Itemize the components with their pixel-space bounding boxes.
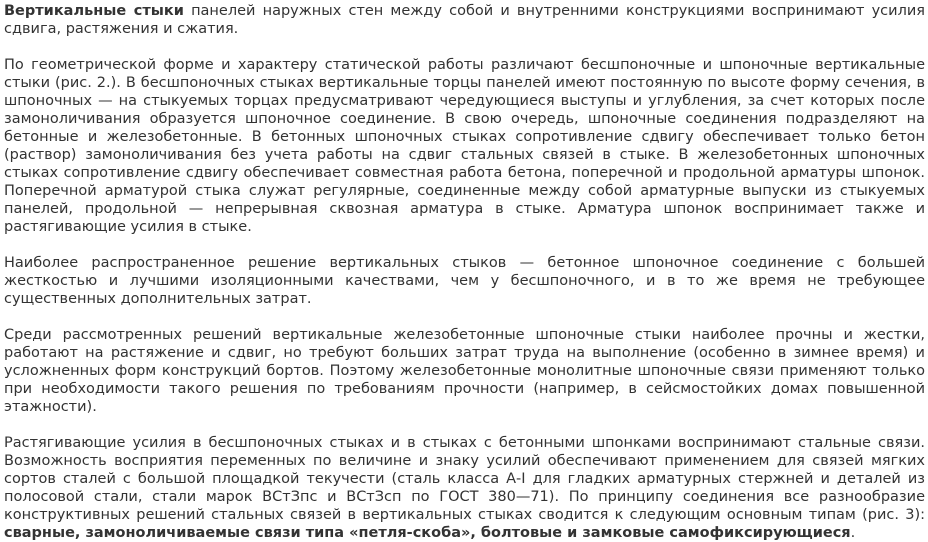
paragraph-3 [4, 254, 925, 308]
paragraph-5 [4, 434, 925, 542]
paragraph-5-bold-tail: сварные, замоноличиваемые связи типа «петля-скоба», болтовые и замковые самофиксирующиеся [4, 525, 851, 541]
paragraph-2-text: По геометрической форме и характеру статической работы различают бесшпоночные и шпоночные вертикальные стыки (рис. 2.). В бесшпоночных стыках вертикальные торцы панелей имеют постоянную по высоте форму сечения, в шпоночных — на стыкуемых торцах предусматривают чередующиеся выступы и углубления, за счет которых после замоноличивания образуется шпоночное соединение. В свою очередь, шпоночные соединения подразделяют на бетонные и железобетонные. В бетонных шпоночных стыках сопротивление сдвигу обеспечивает только бетон (раствор) замоноличивания без учета работы на сдвиг стальных связей в стыке. В железобетонных шпоночных стыках сопротивление сдвигу обеспечивает совместная работа бетона, поперечной и продольной арматуры шпонок. Поперечной арматурой стыка служат регулярные, соединенные между собой арматурные выпуски из стыкуемых панелей, продольной — непрерывная сквозная арматура в стыке. Арматура шпонок воспринимает также и растягивающие усилия в стыке. [4, 57, 925, 235]
paragraph-5-end: . [850, 525, 856, 541]
paragraph-1-text: панелей наружных стен между собой и внутренними конструкциями воспринимают усилия сдвига, растяжения и сжатия. [4, 3, 925, 37]
article-body [4, 2, 925, 542]
paragraph-1 [4, 2, 925, 38]
paragraph-2 [4, 56, 925, 236]
paragraph-4-text: Среди рассмотренных решений вертикальные железобетонные шпоночные стыки наиболее прочны и жестки, работают на растяжение и сдвиг, но требуют больших затрат труда на выполнение (особенно в зимнее время) и усложненных форм конструкций бортов. Поэтому железобетонные монолитные шпоночные связи применяют только при необходимости такого решения по требованиям прочности (например, в сейсмостойких домах повышенной этажности). [4, 327, 925, 415]
paragraph-4 [4, 326, 925, 416]
paragraph-5-text: Растягивающие усилия в бесшпоночных стыках и в стыках с бетонными шпонками воспринимают стальные связи. Возможность восприятия переменных по величине и знаку усилий обеспечивают применением для связей мягких сортов сталей с большой площадкой текучести (сталь класса А-I для гладких арматурных стержней и деталей из полосовой стали, стали марок ВСтЗпс и ВСтЗсп по ГОСТ 380—71). По принципу соединения все разнообразие конструктивных решений стальных связей в вертикальных стыках сводится к следующим основным типам (рис. 3): [4, 435, 925, 523]
paragraph-3-text: Наиболее распространенное решение вертикальных стыков — бетонное шпоночное соединение с большей жесткостью и лучшими изоляционными качествами, чем у бесшпоночного, и в то же время не требующее существенных дополнительных затрат. [4, 255, 925, 307]
paragraph-1-lead: Вертикальные стыки [4, 3, 184, 19]
